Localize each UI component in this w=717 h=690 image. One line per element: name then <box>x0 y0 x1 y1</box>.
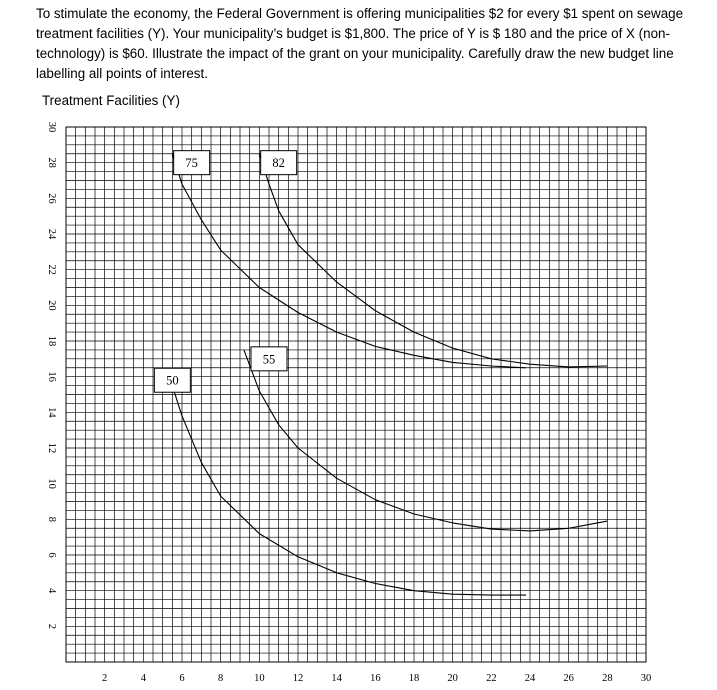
x-tick-label: 16 <box>370 673 381 684</box>
y-axis-label: Treatment Facilities (Y) <box>42 93 180 108</box>
grid <box>66 127 646 662</box>
x-tick-label: 28 <box>602 673 613 684</box>
x-tick-label: 8 <box>218 673 224 684</box>
y-tick-label: 28 <box>46 157 57 168</box>
y-tick-label: 24 <box>46 228 57 240</box>
x-tick-label: 6 <box>179 673 185 684</box>
y-tick-label: 12 <box>46 442 57 454</box>
x-tick-label: 12 <box>292 673 304 684</box>
y-tick-label: 6 <box>46 552 57 558</box>
question-text: To stimulate the economy, the Federal Government is offering municipalities $2 for every $1 spent on sewage treatment facilities (Y). Your municipality’s budget is $1,800. The price of Y is $ 180 and the price of X (non-technology) is $60. Illustrate the impact of the grant on your municipality. Carefully draw the new budget line labelling all points of interest. <box>36 6 684 81</box>
x-tick-label: 18 <box>408 673 420 684</box>
y-tick-label: 10 <box>46 478 57 489</box>
y-tick-label: 20 <box>46 300 57 311</box>
curve-label-50: 50 <box>166 373 179 388</box>
y-tick-label: 16 <box>46 371 57 382</box>
x-tick-label: 10 <box>254 673 265 684</box>
y-tick-label: 14 <box>46 407 57 418</box>
indifference-curve-55 <box>244 350 607 531</box>
x-tick-label: 20 <box>447 673 458 684</box>
y-tick-label: 4 <box>46 588 57 594</box>
x-tick-label: 26 <box>563 673 574 684</box>
x-tick-label: 24 <box>524 673 536 684</box>
y-tick-label: 8 <box>46 516 57 522</box>
y-tick-label: 22 <box>46 264 57 275</box>
curve-label-82: 82 <box>272 156 285 171</box>
y-tick-label: 18 <box>46 335 57 347</box>
x-tick-label: 22 <box>486 673 497 684</box>
y-tick-label: 2 <box>46 623 57 629</box>
curve-label-75: 75 <box>185 156 198 171</box>
x-tick-label: 2 <box>102 673 108 684</box>
x-tick-label: 30 <box>640 673 652 684</box>
curve-label-55: 55 <box>262 352 276 367</box>
y-tick-label: 30 <box>46 121 57 133</box>
x-tick-label: 4 <box>140 673 146 684</box>
x-tick-label: 14 <box>331 673 342 684</box>
y-tick-label: 26 <box>46 193 57 204</box>
